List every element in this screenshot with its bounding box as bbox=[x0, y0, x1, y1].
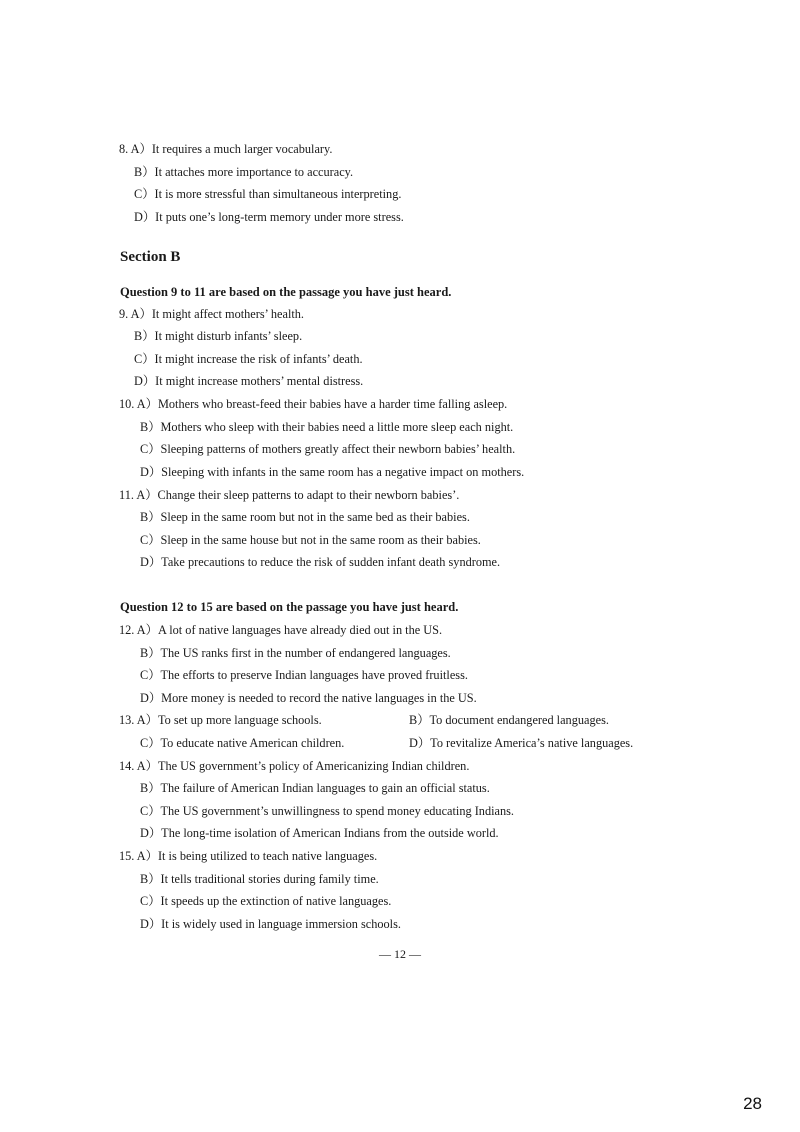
question-number: 11. bbox=[119, 488, 134, 502]
question-number: 14. bbox=[119, 759, 135, 773]
option-a: A）It might affect mothers’ health. bbox=[130, 307, 304, 321]
option-a: A）To set up more language schools. bbox=[136, 713, 322, 727]
question-9 bbox=[119, 306, 304, 322]
option-a: A）It requires a much larger vocabulary. bbox=[130, 142, 333, 156]
option-b: B）Mothers who sleep with their babies need a little more sleep each night. bbox=[140, 420, 514, 434]
question-number: 9. bbox=[119, 307, 129, 321]
option-c: C）It speeds up the extinction of native languages. bbox=[140, 894, 392, 908]
question-number: 13. bbox=[119, 713, 135, 727]
option-c: C）It is more stressful than simultaneous interpreting. bbox=[134, 187, 402, 201]
option-c: C）Sleeping patterns of mothers greatly affect their newborn babies’ health. bbox=[140, 442, 516, 456]
option-c: C）The US government’s unwillingness to spend money educating Indians. bbox=[140, 804, 514, 818]
question-number: 15. bbox=[119, 849, 135, 863]
question-number: 10. bbox=[119, 397, 135, 411]
option-c: C）Sleep in the same house but not in the same room as their babies. bbox=[140, 533, 481, 547]
option-d: D）It is widely used in language immersion schools. bbox=[140, 917, 401, 931]
option-c: C）It might increase the risk of infants’ death. bbox=[134, 352, 363, 366]
option-b: B）To document endangered languages. bbox=[409, 713, 609, 727]
option-a: A）It is being utilized to teach native languages. bbox=[136, 849, 378, 863]
option-b: B）It attaches more importance to accuracy. bbox=[134, 165, 354, 179]
option-d: D）To revitalize America’s native languages. bbox=[409, 736, 634, 750]
option-a: A）Mothers who breast-feed their babies have a harder time falling asleep. bbox=[136, 397, 508, 411]
option-a: A）A lot of native languages have already died out in the US. bbox=[136, 623, 443, 637]
question-13 bbox=[119, 712, 322, 728]
page-number: — 12 — bbox=[379, 947, 421, 961]
option-c: C）To educate native American children. bbox=[140, 736, 345, 750]
option-b: B）Sleep in the same room but not in the same bed as their babies. bbox=[140, 510, 470, 524]
question-8 bbox=[119, 141, 332, 157]
option-b: B）It might disturb infants’ sleep. bbox=[134, 329, 303, 343]
group-header: Question 12 to 15 are based on the passage you have just heard. bbox=[120, 600, 459, 614]
question-11 bbox=[119, 487, 459, 503]
option-b: B）The failure of American Indian languages to gain an official status. bbox=[140, 781, 490, 795]
option-d: D）The long-time isolation of American Indians from the outside world. bbox=[140, 826, 499, 840]
option-a: A）The US government’s policy of Americanizing Indian children. bbox=[136, 759, 470, 773]
group-header: Question 9 to 11 are based on the passage you have just heard. bbox=[120, 285, 452, 299]
corner-page-number: 28 bbox=[743, 1094, 762, 1113]
option-b: B）The US ranks first in the number of endangered languages. bbox=[140, 646, 451, 660]
option-d: D）More money is needed to record the native languages in the US. bbox=[140, 691, 477, 705]
option-b: B）It tells traditional stories during family time. bbox=[140, 872, 379, 886]
question-number: 8. bbox=[119, 142, 129, 156]
section-title: Section B bbox=[120, 249, 181, 265]
option-a: A）Change their sleep patterns to adapt to their newborn babies’. bbox=[136, 488, 460, 502]
option-d: D）Take precautions to reduce the risk of sudden infant death syndrome. bbox=[140, 555, 501, 569]
question-12 bbox=[119, 622, 442, 638]
question-number: 12. bbox=[119, 623, 135, 637]
option-c: C）The efforts to preserve Indian languages have proved fruitless. bbox=[140, 668, 468, 682]
option-d: D）It might increase mothers’ mental distress. bbox=[134, 374, 364, 388]
question-14 bbox=[119, 758, 469, 774]
option-d: D）It puts one’s long-term memory under more stress. bbox=[134, 210, 404, 224]
question-15 bbox=[119, 848, 377, 864]
option-d: D）Sleeping with infants in the same room has a negative impact on mothers. bbox=[140, 465, 525, 479]
question-10 bbox=[119, 396, 507, 412]
